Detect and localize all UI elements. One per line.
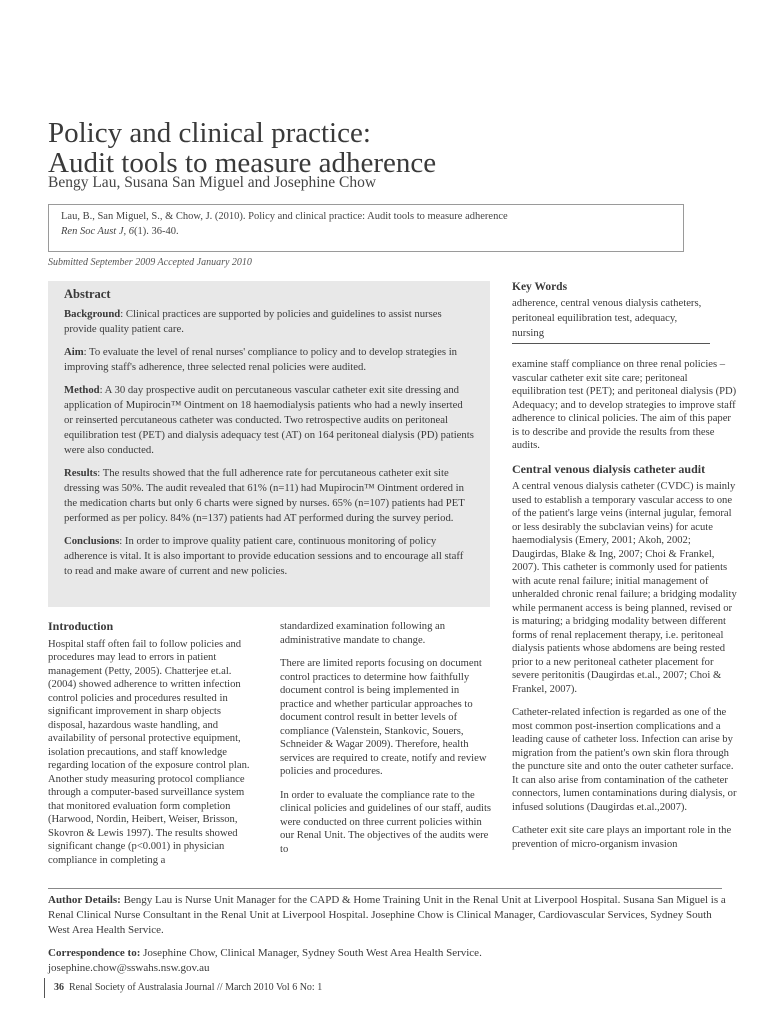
key-words [512, 280, 710, 344]
column-1 [48, 620, 260, 877]
aim-text: : To evaluate the level of renal nurses' compliance to policy and to develop strategies in improving staff's adherence, three selected renal policies were audited. [64, 346, 458, 373]
submission-dates: Submitted September 2009 Accepted January 2010 [48, 257, 252, 268]
column-3 [512, 358, 738, 861]
correspondence-email: josephine.chow@sswahs.nsw.gov.au [48, 962, 210, 974]
citation-volume: 6 [128, 226, 134, 237]
key-words-text: adherence, central venous dialysis catheters, peritoneal equilibration test, adequacy, nursing [512, 296, 710, 344]
page-marker-bar [44, 978, 45, 998]
introduction-paragraph: Hospital staff often fail to follow policies and procedures may lead to errors in patient management (Petty, 2005). Chatterjee et.al. (2004) showed adherence to written infection control policies and procedures resulted in significant improvement in sharp objects disposal, hazardous waste handling, and availability of personal protective equipment, isolation precautions, and staff knowledge regarding location of the exposure control plan. Another study measuring protocol compliance through a computer-based surveillance system that monitored evaluation form completion (Harwood, Nordin, Heibert, Weiser, Brisson, Skovron & Lewis 1997). The results showed significant change (p<0.001) in physician compliance in completing a [48, 638, 250, 866]
abstract-results [64, 466, 474, 526]
authors: Bengy Lau, Susana San Miguel and Josephine Chow [48, 174, 377, 191]
title-line-1: Policy and clinical practice: [48, 117, 371, 149]
author-details-text: Bengy Lau is Nurse Unit Manager for the CAPD & Home Training Unit in the Renal Unit at Liverpool Hospital. Susana San Miguel is a Renal Clinical Nurse Consultant in the Renal Unit at Liverpool Hospital. Josephine Chow is Clinical Manager, Cardiovascular Services, Sydney South West Area Health Service. [48, 894, 726, 936]
column-2-paragraph-3: In order to evaluate the compliance rate to the clinical policies and guidelines of our staff, audits were conducted on three current policies within our Renal Unit. The objectives of the audits were to [280, 789, 492, 855]
abstract-method [64, 383, 474, 458]
page-footer [54, 982, 322, 993]
abstract-conclusions [64, 534, 474, 579]
results-text: : The results showed that the full adherence rate for percutaneous catheter exit site dressing was 50%. The audit revealed that 61% (n=11) had Mupirocin™ Ointment ordered in the medication charts but only 6 charts were signed by nurses. 65% (n=107) patients had PET performed as per policy. 84% (n=137) patients had AT performed during the survey period. [64, 467, 465, 524]
author-details [48, 893, 728, 938]
column-2 [280, 620, 492, 866]
correspondence-text: Josephine Chow, Clinical Manager, Sydney South West Area Health Service. [140, 947, 482, 959]
correspondence-label: Correspondence to: [48, 947, 141, 959]
author-details-label: Author Details: [48, 894, 121, 906]
cvdc-audit-heading: Central venous dialysis catheter audit [512, 461, 706, 476]
background-label: Background [64, 308, 121, 320]
footer-divider [48, 888, 722, 889]
article-title [48, 118, 648, 178]
method-label: Method [64, 384, 100, 396]
citation-pages: (1). 36-40. [134, 226, 179, 237]
citation-journal: Ren Soc Aust J, [61, 226, 127, 237]
column-3-paragraph-1: examine staff compliance on three renal policies – vascular catheter exit site care; peritoneal equilibration test (PET); and peritoneal dialysis (PD) Adequacy; and to develop strategies to improve staff adherence to clinical policies. The aim of this paper is to describe and provide the results from these audits. [512, 359, 737, 451]
citation-box [48, 204, 684, 252]
abstract-heading: Abstract [64, 287, 111, 301]
column-2-paragraph-1: standardized examination following an administrative mandate to change. [280, 621, 446, 646]
abstract-box [48, 281, 490, 607]
journal-line: Renal Society of Australasia Journal // March 2010 Vol 6 No: 1 [69, 982, 323, 993]
citation-journal-line [61, 224, 671, 239]
column-3-paragraph-4: Catheter exit site care plays an important role in the prevention of micro-organism invasion [512, 825, 732, 850]
citation-line: Lau, B., San Miguel, S., & Chow, J. (2010). Policy and clinical practice: Audit tools to measure adherence [61, 211, 508, 222]
conclusions-text: : In order to improve quality patient care, continuous monitoring of policy adherence is vital. It is also important to provide education sessions and to encourage all staff to read and make aware of current and new policies. [64, 535, 464, 577]
results-label: Results [64, 467, 98, 479]
abstract-background [64, 307, 474, 337]
abstract-aim [64, 345, 474, 375]
title-line-2: Audit tools to measure adherence [48, 147, 437, 179]
key-words-heading: Key Words [512, 281, 568, 293]
introduction-heading: Introduction [48, 619, 114, 633]
background-text: : Clinical practices are supported by policies and guidelines to assist nurses provide quality patient care. [64, 308, 442, 335]
column-3-paragraph-3: Catheter-related infection is regarded as one of the most common post-insertion complications and a leading cause of catheter loss. Infection can arise by migration from the patient's own skin flora through the puncture site and onto the outer catheter surface. It can also arise from contamination of the catheter connectors, lumen contaminations during dialysis, or infused solutions (Daugirdas et.al.,2007). [512, 707, 737, 813]
method-text: : A 30 day prospective audit on percutaneous vascular catheter exit site dressing and application of Mupirocin™ Ointment on 18 haemodialysis patients who had a newly inserted or reinserted percutaneous catheter was conducted. Two retrospective audits on peritoneal equilibration test (PET) and dialysis adequacy test (AT) on 164 peritoneal dialysis (PD) patients were also conducted. [64, 384, 474, 456]
aim-label: Aim [64, 346, 84, 358]
correspondence [48, 946, 728, 976]
conclusions-label: Conclusions [64, 535, 120, 547]
page-number: 36 [54, 982, 64, 993]
column-3-paragraph-2: A central venous dialysis catheter (CVDC) is mainly used to establish a temporary vascular access to one of the patient's large veins (internal jugular, femoral or less desirably the subclavian veins) for acute haemodialysis (Emery, 2001; Akoh, 2002; Daugirdas, Blake & Ing, 2007; Choi & Frankel, 2007). This catheter is commonly used for patients with acute renal failure; initial management of unheralded chronic renal failure; a bridging modality while permanent access is being planned, revised or is maturing; a bridging modality between different forms of renal replacement therapy, i.e. peritoneal dialysis patients whose abdomens are being rested prior to a new peritoneal catheter placement for severe peritonitis (Daugirdas et.al., 2007; Choi & Frankel, 2007). [512, 481, 737, 695]
column-2-paragraph-2: There are limited reports focusing on document control practices to determine how faithfully document control is being implemented in practice and whether particular approaches to document control result in better levels of compliance (Valenstein, Stankovic, Souers, Schneider & Wagar 2009). Therefore, health services are required to create, notify and review policies and procedures. [280, 658, 487, 777]
